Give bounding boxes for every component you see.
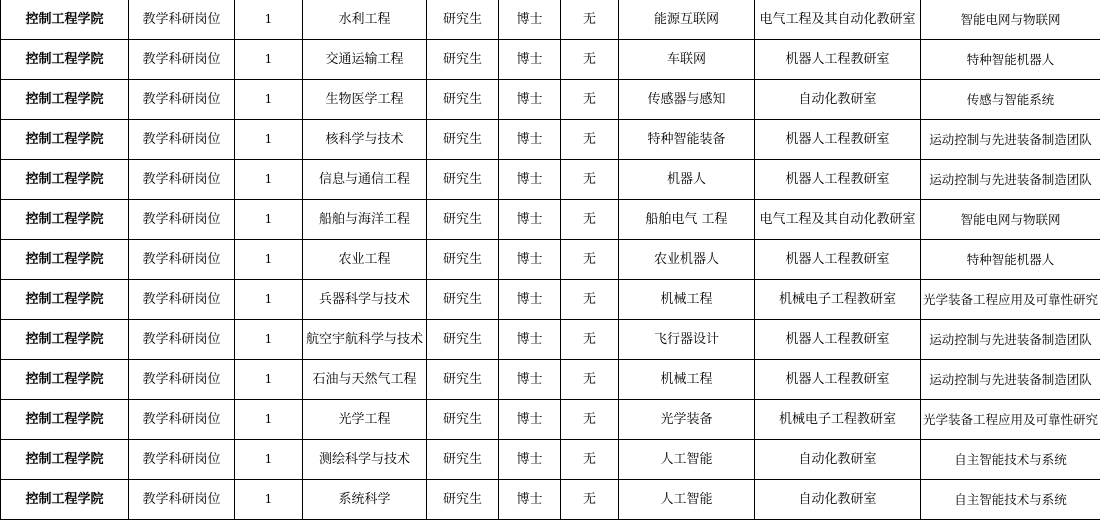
cell-research-direction: 机械工程 bbox=[619, 360, 755, 400]
cell-post-type: 教学科研岗位 bbox=[129, 40, 235, 80]
cell-major: 信息与通信工程 bbox=[303, 160, 427, 200]
table-row bbox=[1, 0, 1100, 40]
cell-count: 1 bbox=[235, 480, 303, 520]
cell-post-type: 教学科研岗位 bbox=[129, 480, 235, 520]
cell-degree: 博士 bbox=[499, 120, 561, 160]
cell-post-type: 教学科研岗位 bbox=[129, 160, 235, 200]
cell-team: 光学装备工程应用及可靠性研究 bbox=[921, 280, 1100, 320]
cell-other-requirements: 无 bbox=[561, 0, 619, 40]
cell-research-direction: 能源互联网 bbox=[619, 0, 755, 40]
cell-education: 研究生 bbox=[427, 240, 499, 280]
cell-other-requirements: 无 bbox=[561, 200, 619, 240]
cell-count: 1 bbox=[235, 0, 303, 40]
table-row bbox=[1, 240, 1100, 280]
cell-education: 研究生 bbox=[427, 200, 499, 240]
cell-degree: 博士 bbox=[499, 240, 561, 280]
cell-count: 1 bbox=[235, 80, 303, 120]
cell-major: 光学工程 bbox=[303, 400, 427, 440]
cell-major: 石油与天然气工程 bbox=[303, 360, 427, 400]
cell-research-direction: 机器人 bbox=[619, 160, 755, 200]
cell-other-requirements: 无 bbox=[561, 40, 619, 80]
cell-education: 研究生 bbox=[427, 480, 499, 520]
table-row bbox=[1, 280, 1100, 320]
cell-post-type: 教学科研岗位 bbox=[129, 120, 235, 160]
cell-other-requirements: 无 bbox=[561, 80, 619, 120]
cell-count: 1 bbox=[235, 120, 303, 160]
cell-teaching-office: 自动化教研室 bbox=[755, 80, 921, 120]
table-row bbox=[1, 320, 1100, 360]
cell-other-requirements: 无 bbox=[561, 480, 619, 520]
cell-college: 控制工程学院 bbox=[1, 80, 129, 120]
cell-major: 农业工程 bbox=[303, 240, 427, 280]
cell-major: 系统科学 bbox=[303, 480, 427, 520]
table-row bbox=[1, 40, 1100, 80]
cell-other-requirements: 无 bbox=[561, 280, 619, 320]
cell-teaching-office: 机械电子工程教研室 bbox=[755, 400, 921, 440]
table-body bbox=[1, 0, 1100, 520]
cell-teaching-office: 机器人工程教研室 bbox=[755, 320, 921, 360]
cell-team: 特种智能机器人 bbox=[921, 40, 1100, 80]
cell-other-requirements: 无 bbox=[561, 360, 619, 400]
cell-team: 自主智能技术与系统 bbox=[921, 480, 1100, 520]
cell-college: 控制工程学院 bbox=[1, 200, 129, 240]
cell-research-direction: 船舶电气 工程 bbox=[619, 200, 755, 240]
cell-college: 控制工程学院 bbox=[1, 480, 129, 520]
cell-college: 控制工程学院 bbox=[1, 160, 129, 200]
cell-team: 运动控制与先进装备制造团队 bbox=[921, 360, 1100, 400]
cell-team: 运动控制与先进装备制造团队 bbox=[921, 160, 1100, 200]
cell-team: 智能电网与物联网 bbox=[921, 200, 1100, 240]
cell-college: 控制工程学院 bbox=[1, 0, 129, 40]
cell-college: 控制工程学院 bbox=[1, 40, 129, 80]
cell-post-type: 教学科研岗位 bbox=[129, 280, 235, 320]
cell-education: 研究生 bbox=[427, 160, 499, 200]
cell-education: 研究生 bbox=[427, 40, 499, 80]
cell-education: 研究生 bbox=[427, 440, 499, 480]
cell-education: 研究生 bbox=[427, 280, 499, 320]
cell-research-direction: 人工智能 bbox=[619, 440, 755, 480]
cell-other-requirements: 无 bbox=[561, 400, 619, 440]
cell-count: 1 bbox=[235, 280, 303, 320]
cell-research-direction: 车联网 bbox=[619, 40, 755, 80]
cell-post-type: 教学科研岗位 bbox=[129, 360, 235, 400]
cell-post-type: 教学科研岗位 bbox=[129, 400, 235, 440]
table-row bbox=[1, 80, 1100, 120]
cell-major: 航空宇航科学与技术 bbox=[303, 320, 427, 360]
cell-education: 研究生 bbox=[427, 80, 499, 120]
cell-teaching-office: 机器人工程教研室 bbox=[755, 360, 921, 400]
cell-education: 研究生 bbox=[427, 360, 499, 400]
cell-research-direction: 光学装备 bbox=[619, 400, 755, 440]
cell-degree: 博士 bbox=[499, 40, 561, 80]
cell-major: 生物医学工程 bbox=[303, 80, 427, 120]
table-row bbox=[1, 120, 1100, 160]
cell-team: 运动控制与先进装备制造团队 bbox=[921, 120, 1100, 160]
cell-teaching-office: 自动化教研室 bbox=[755, 440, 921, 480]
cell-other-requirements: 无 bbox=[561, 240, 619, 280]
cell-education: 研究生 bbox=[427, 400, 499, 440]
cell-other-requirements: 无 bbox=[561, 120, 619, 160]
cell-degree: 博士 bbox=[499, 440, 561, 480]
cell-post-type: 教学科研岗位 bbox=[129, 200, 235, 240]
cell-team: 自主智能技术与系统 bbox=[921, 440, 1100, 480]
cell-teaching-office: 机器人工程教研室 bbox=[755, 240, 921, 280]
cell-major: 核科学与技术 bbox=[303, 120, 427, 160]
cell-degree: 博士 bbox=[499, 400, 561, 440]
cell-post-type: 教学科研岗位 bbox=[129, 240, 235, 280]
cell-count: 1 bbox=[235, 200, 303, 240]
cell-degree: 博士 bbox=[499, 200, 561, 240]
cell-major: 测绘科学与技术 bbox=[303, 440, 427, 480]
cell-count: 1 bbox=[235, 40, 303, 80]
cell-other-requirements: 无 bbox=[561, 320, 619, 360]
cell-teaching-office: 机器人工程教研室 bbox=[755, 160, 921, 200]
cell-college: 控制工程学院 bbox=[1, 320, 129, 360]
cell-college: 控制工程学院 bbox=[1, 280, 129, 320]
cell-degree: 博士 bbox=[499, 160, 561, 200]
table-row bbox=[1, 160, 1100, 200]
cell-count: 1 bbox=[235, 400, 303, 440]
cell-research-direction: 特种智能装备 bbox=[619, 120, 755, 160]
cell-research-direction: 飞行器设计 bbox=[619, 320, 755, 360]
cell-post-type: 教学科研岗位 bbox=[129, 320, 235, 360]
table-row bbox=[1, 440, 1100, 480]
cell-research-direction: 机械工程 bbox=[619, 280, 755, 320]
cell-degree: 博士 bbox=[499, 320, 561, 360]
cell-research-direction: 农业机器人 bbox=[619, 240, 755, 280]
table-row bbox=[1, 200, 1100, 240]
cell-count: 1 bbox=[235, 440, 303, 480]
cell-degree: 博士 bbox=[499, 280, 561, 320]
cell-education: 研究生 bbox=[427, 0, 499, 40]
cell-degree: 博士 bbox=[499, 360, 561, 400]
cell-major: 水利工程 bbox=[303, 0, 427, 40]
cell-college: 控制工程学院 bbox=[1, 240, 129, 280]
cell-post-type: 教学科研岗位 bbox=[129, 0, 235, 40]
cell-team: 传感与智能系统 bbox=[921, 80, 1100, 120]
cell-education: 研究生 bbox=[427, 120, 499, 160]
cell-team: 光学装备工程应用及可靠性研究 bbox=[921, 400, 1100, 440]
cell-post-type: 教学科研岗位 bbox=[129, 80, 235, 120]
table-row bbox=[1, 400, 1100, 440]
cell-degree: 博士 bbox=[499, 80, 561, 120]
cell-count: 1 bbox=[235, 360, 303, 400]
cell-count: 1 bbox=[235, 160, 303, 200]
cell-post-type: 教学科研岗位 bbox=[129, 440, 235, 480]
cell-count: 1 bbox=[235, 240, 303, 280]
table-row bbox=[1, 480, 1100, 520]
cell-college: 控制工程学院 bbox=[1, 120, 129, 160]
cell-college: 控制工程学院 bbox=[1, 440, 129, 480]
cell-research-direction: 传感器与感知 bbox=[619, 80, 755, 120]
table-row bbox=[1, 360, 1100, 400]
cell-education: 研究生 bbox=[427, 320, 499, 360]
cell-college: 控制工程学院 bbox=[1, 400, 129, 440]
cell-teaching-office: 机器人工程教研室 bbox=[755, 40, 921, 80]
cell-teaching-office: 机械电子工程教研室 bbox=[755, 280, 921, 320]
cell-count: 1 bbox=[235, 320, 303, 360]
cell-teaching-office: 机器人工程教研室 bbox=[755, 120, 921, 160]
cell-major: 交通运输工程 bbox=[303, 40, 427, 80]
cell-team: 运动控制与先进装备制造团队 bbox=[921, 320, 1100, 360]
cell-other-requirements: 无 bbox=[561, 440, 619, 480]
cell-college: 控制工程学院 bbox=[1, 360, 129, 400]
cell-other-requirements: 无 bbox=[561, 160, 619, 200]
cell-degree: 博士 bbox=[499, 0, 561, 40]
cell-major: 船舶与海洋工程 bbox=[303, 200, 427, 240]
cell-teaching-office: 电气工程及其自动化教研室 bbox=[755, 200, 921, 240]
cell-research-direction: 人工智能 bbox=[619, 480, 755, 520]
cell-degree: 博士 bbox=[499, 480, 561, 520]
cell-team: 特种智能机器人 bbox=[921, 240, 1100, 280]
cell-major: 兵器科学与技术 bbox=[303, 280, 427, 320]
cell-teaching-office: 电气工程及其自动化教研室 bbox=[755, 0, 921, 40]
cell-team: 智能电网与物联网 bbox=[921, 0, 1100, 40]
cell-teaching-office: 自动化教研室 bbox=[755, 480, 921, 520]
